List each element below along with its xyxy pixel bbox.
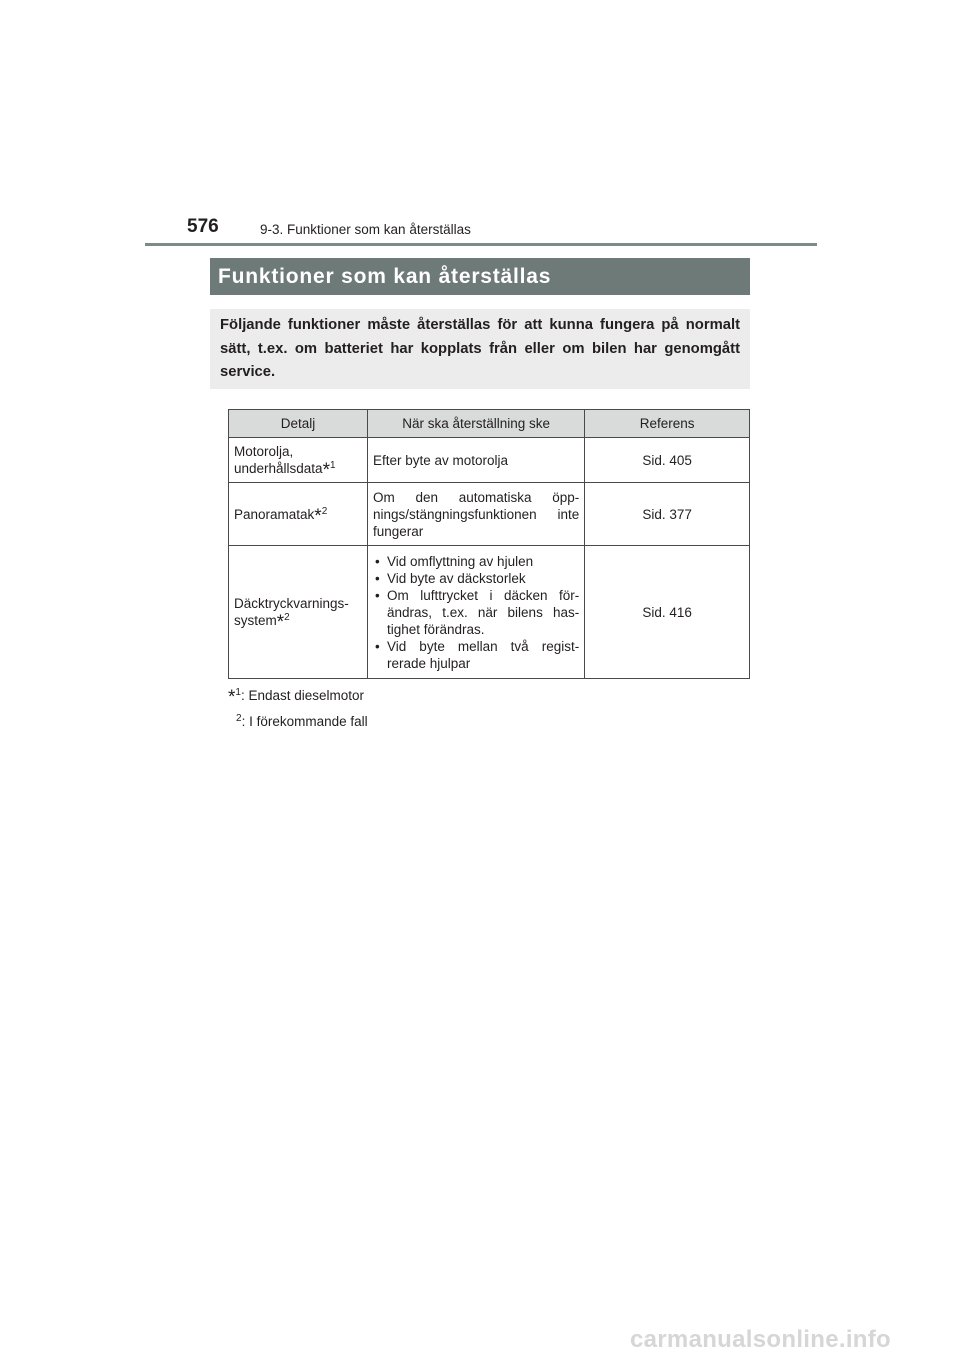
footnote-number: 1 — [235, 687, 241, 698]
list-item: • Vid omflyttning av hjulen — [373, 553, 579, 570]
column-header-when: När ska återställning ske — [368, 410, 585, 438]
detail-line: Panoramatak — [234, 506, 315, 522]
list-item: • Om lufttrycket i däcken för-ändras, t.ex. när bilens has-tighet förändras. — [373, 587, 579, 638]
footnote-text: : I förekommande fall — [241, 714, 368, 729]
section-title-bar — [210, 258, 750, 295]
list-item: • Vid byte mellan två regist-rerade hjulpar — [373, 638, 579, 672]
detail-line: system — [234, 613, 277, 628]
footnote-number: 2 — [284, 612, 290, 623]
detail-line: Motorolja, — [234, 444, 294, 459]
table-row — [229, 483, 750, 546]
reference-cell: Sid. 377 — [585, 483, 750, 546]
footnote-star: * — [228, 687, 236, 708]
when-cell: Efter byte av motorolja — [368, 438, 585, 483]
footnote-2 — [236, 714, 368, 729]
intro-text: Följande funktioner måste återställas för att kunna fungera på normalt sätt, t.ex. om batteriet har kopplats från eller om bilen har genomgått service. — [220, 317, 740, 380]
when-cell — [368, 546, 585, 679]
table-row — [229, 546, 750, 679]
reference-cell: Sid. 405 — [585, 438, 750, 483]
footnote-star: * — [322, 460, 330, 481]
detail-cell — [229, 546, 368, 679]
detail-cell — [229, 438, 368, 483]
page-number: 576 — [187, 216, 219, 237]
footnote-star: * — [276, 612, 285, 633]
detail-line: Däcktryckvarnings- — [234, 596, 349, 611]
column-header-reference: Referens — [585, 410, 750, 438]
footnote-number: 2 — [321, 505, 328, 517]
detail-line: underhållsdata — [234, 461, 323, 476]
section-title: Funktioner som kan återställas — [218, 264, 552, 288]
table-header-row — [229, 410, 750, 438]
table-row — [229, 438, 750, 483]
footnote-number: 1 — [329, 460, 336, 471]
detail-cell — [229, 483, 368, 546]
when-cell: Om den automatiska öpp-nings/stängningsfunktionen inte fungerar — [368, 483, 585, 546]
intro-box — [210, 309, 750, 389]
bullet-list — [373, 553, 579, 672]
reference-cell: Sid. 416 — [585, 546, 750, 679]
footnote-text: : Endast dieselmotor — [240, 688, 365, 703]
footnote-star: * — [314, 505, 322, 527]
list-item: • Vid byte av däckstorlek — [373, 570, 579, 587]
footnote-number: 2 — [236, 713, 242, 724]
reset-functions-table — [228, 409, 750, 679]
running-header: 9-3. Funktioner som kan återställas — [260, 222, 471, 237]
watermark: carmanualsonline.info — [630, 1326, 892, 1353]
footnote-1 — [228, 687, 365, 708]
header-rule — [145, 243, 817, 246]
column-header-detail: Detalj — [229, 410, 368, 438]
